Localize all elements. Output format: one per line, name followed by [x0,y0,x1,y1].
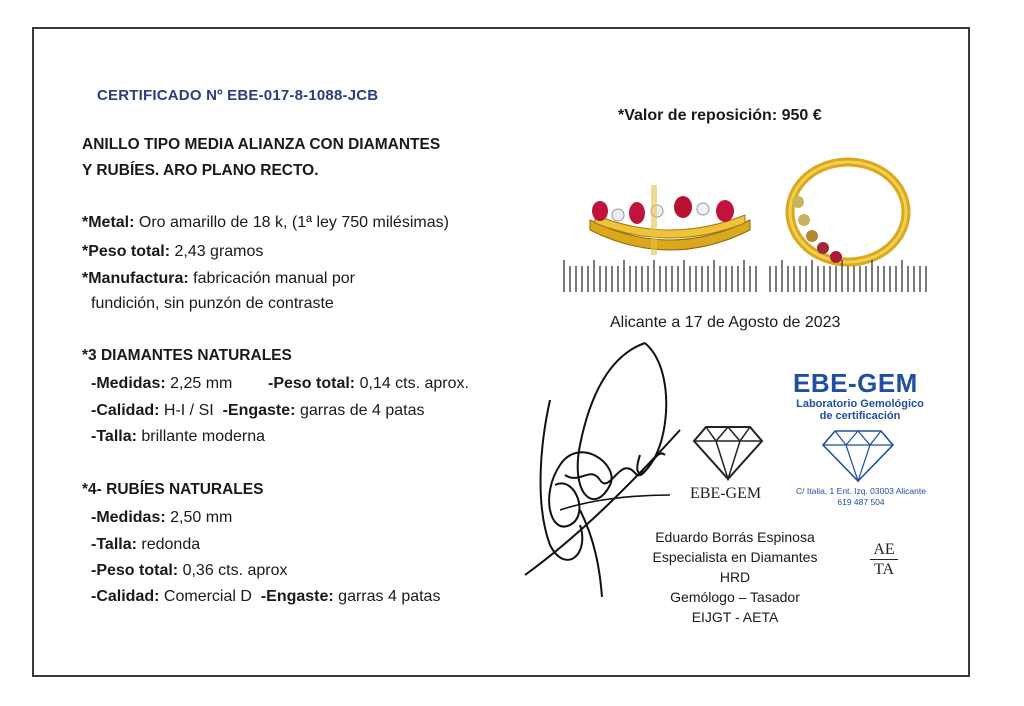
description-line-1: ANILLO TIPO MEDIA ALIANZA CON DIAMANTES [82,136,441,153]
signer-block [640,527,830,627]
stamp-title: EBE-GEM [793,368,918,398]
signer-title-1: Especialista en Diamantes HRD [652,549,818,585]
rubies-weight-value: 0,36 cts. aprox [182,562,288,579]
diamonds-size-label: -Medidas: [91,375,166,392]
diamonds-weight-label: -Peso total: [268,375,356,392]
aeta-logo-line-1: AE [873,541,895,558]
stamp-subtitle-line-2: de certificación [819,410,901,422]
rubies-quality-label: -Calidad: [91,588,160,605]
manufacture-value: fabricación manual por [193,270,356,287]
rubies-size-row [91,509,232,527]
metal-row [82,214,449,232]
rubies-size-value: 2,50 mm [170,509,233,526]
stamp-diamond-icon [820,428,896,484]
diamonds-weight-row [268,375,469,393]
rubies-weight-label: -Peso total: [91,562,179,579]
manufacture-row [82,270,355,288]
rubies-weight-row [91,562,288,580]
diamonds-weight-value: 0,14 cts. aprox. [359,375,469,392]
signer-name: Eduardo Borrás Espinosa [655,529,815,545]
diamonds-header: *3 DIAMANTES NATURALES [82,347,292,364]
weight-row [82,243,263,261]
aeta-logo [864,540,904,579]
certificate-number: CERTIFICADO Nº EBE-017-8-1088-JCB [97,87,379,104]
rubies-quality-row [91,588,440,606]
diamonds-quality-value: H-I / SI [163,402,214,419]
diamonds-size-row [91,375,232,393]
rubies-setting-value: garras 4 patas [338,588,441,605]
measurement-ruler [560,258,935,298]
rubies-cut-value: redonda [141,536,201,553]
weight-label: *Peso total: [82,243,171,260]
diamonds-quality-label: -Calidad: [91,402,160,419]
manufacture-label: *Manufactura: [82,270,189,287]
metal-value: Oro amarillo de 18 k, (1ª ley 750 milésimas) [138,214,449,231]
weight-value: 2,43 gramos [174,243,264,260]
rubies-cut-label: -Talla: [91,536,137,553]
rubies-header: *4- RUBÍES NATURALES [82,481,264,498]
diamonds-setting-value: garras de 4 patas [299,402,425,419]
diamonds-quality-row [91,402,424,420]
replacement-value: *Valor de reposición: 950 € [618,107,822,124]
manufacture-value-line-2: fundición, sin punzón de contraste [91,295,334,312]
metal-label: *Metal: [82,214,135,231]
diamonds-cut-label: -Talla: [91,428,137,445]
ring-side-photo [768,150,918,270]
aeta-logo-line-2: TA [873,561,895,578]
stamp-address [786,486,936,508]
issue-date: Alicante a 17 de Agosto de 2023 [610,314,841,331]
rubies-setting-label: -Engaste: [260,588,334,605]
rubies-size-label: -Medidas: [91,509,166,526]
diamonds-setting-label: -Engaste: [222,402,296,419]
diamond-logo-icon [692,423,764,483]
stamp-phone: 619 487 504 [837,497,885,507]
diamonds-cut-value: brillante moderna [141,428,266,445]
signer-title-2: Gemólogo – Tasador [670,589,800,605]
description-line-2: Y RUBÍES. ARO PLANO RECTO. [82,162,319,179]
stamp-subtitle [780,398,940,422]
diamonds-size-value: 2,25 mm [170,375,233,392]
ebe-gem-small-logo: EBE-GEM [690,485,762,502]
stamp-address-line: C/ Italia, 1 Ent. Izq. 03003 Alicante [796,486,926,496]
diamonds-cut-row [91,428,265,446]
ring-front-photo [585,175,755,260]
signer-title-3: EIJGT - AETA [691,609,779,625]
stamp-subtitle-line-1: Laboratorio Gemológico [796,398,924,410]
rubies-cut-row [91,536,200,554]
rubies-quality-value: Comercial D [163,588,252,605]
